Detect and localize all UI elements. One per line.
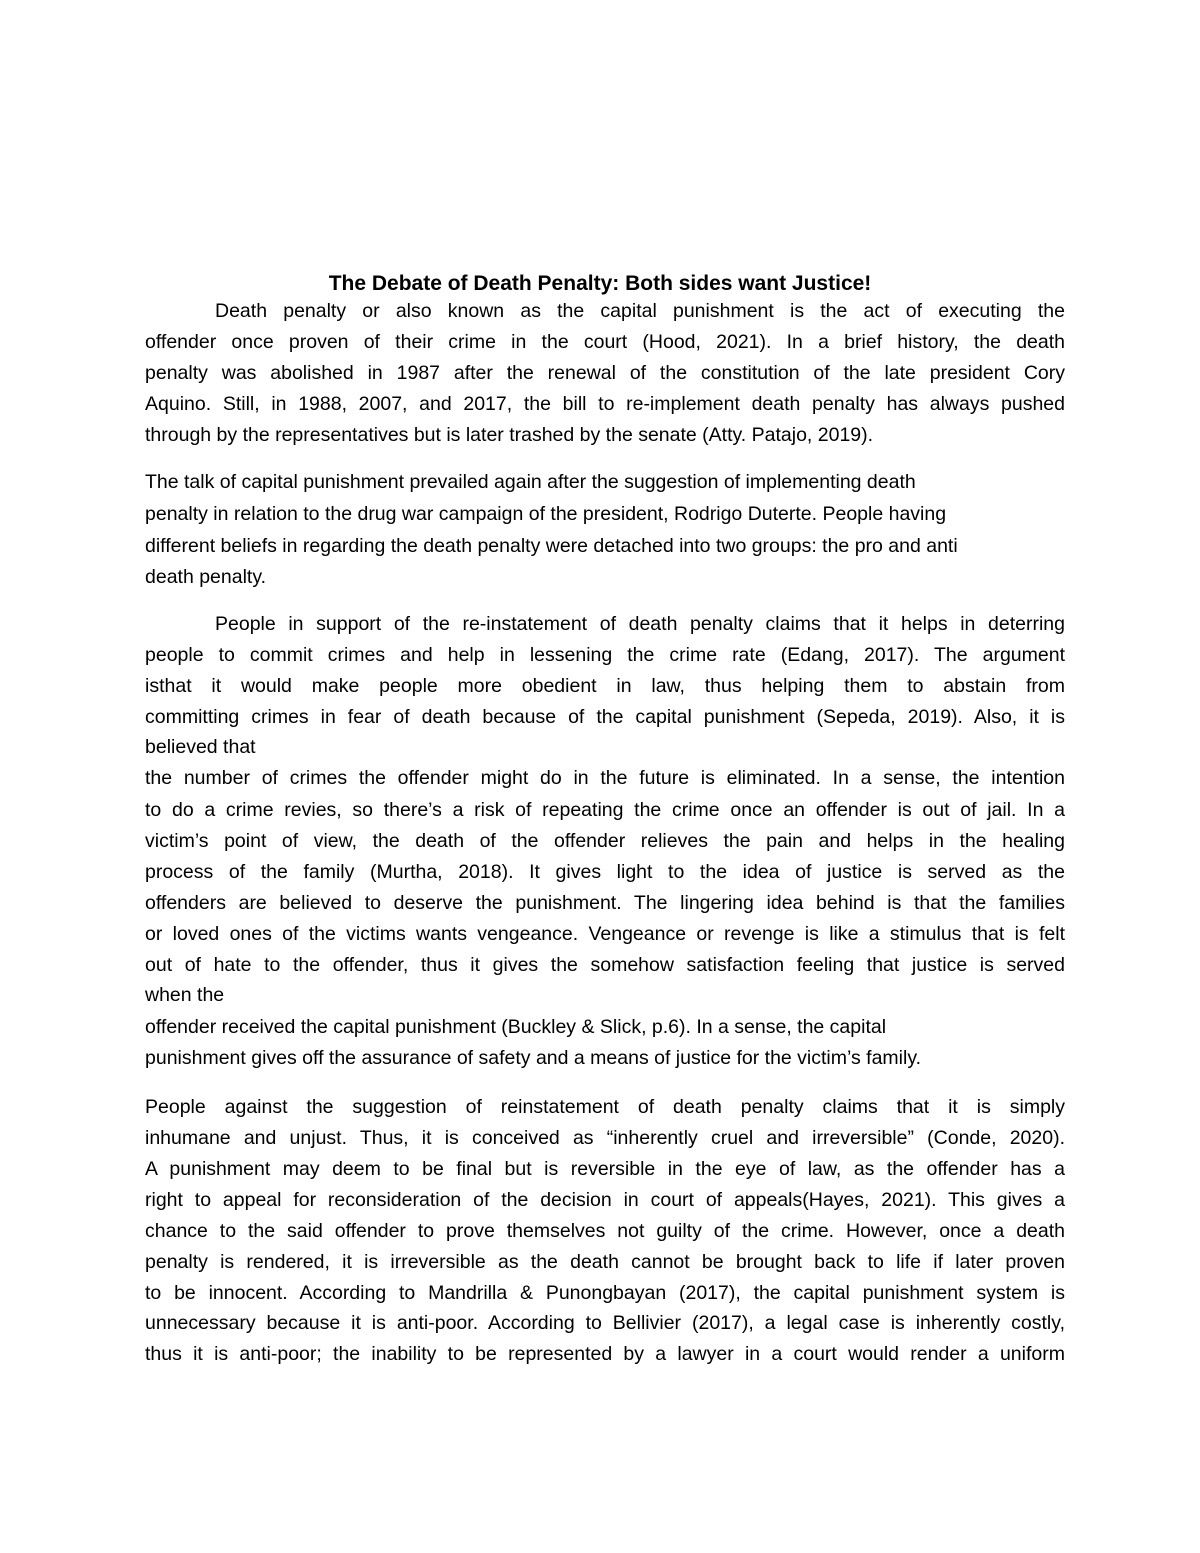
paragraph-line: offender once proven of their crime in the court (Hood, 2021). In a brief history, the death bbox=[145, 331, 1065, 353]
paragraph-line: A punishment may deem to be final but is reversible in the eye of law, as the offender has a bbox=[145, 1158, 1065, 1180]
paragraph-line: death penalty. bbox=[145, 566, 267, 588]
paragraph-line: believed that bbox=[145, 736, 256, 758]
paragraph-line: thus it is anti-poor; the inability to be represented by a lawyer in a court would render a uniform bbox=[145, 1343, 1065, 1365]
paragraph-line: offender received the capital punishment (Buckley & Slick, p.6). In a sense, the capital bbox=[145, 1016, 887, 1038]
paragraph-line: offenders are believed to deserve the punishment. The lingering idea behind is that the families bbox=[145, 892, 1065, 914]
paragraph-line: chance to the said offender to prove themselves not guilty of the crime. However, once a death bbox=[145, 1220, 1065, 1242]
paragraph-line: to do a crime revies, so there’s a risk of repeating the crime once an offender is out of jail. In a bbox=[145, 799, 1065, 821]
paragraph-line: penalty was abolished in 1987 after the renewal of the constitution of the late president Cory bbox=[145, 362, 1065, 384]
paragraph-line: People against the suggestion of reinstatement of death penalty claims that it is simply bbox=[145, 1096, 1065, 1118]
paragraph-line: People in support of the re-instatement of death penalty claims that it helps in deterring bbox=[215, 613, 1065, 635]
paragraph-line: through by the representatives but is later trashed by the senate (Atty. Patajo, 2019). bbox=[145, 424, 874, 446]
document-title: The Debate of Death Penalty: Both sides want Justice! bbox=[328, 272, 872, 295]
paragraph-line: punishment gives off the assurance of safety and a means of justice for the victim’s family. bbox=[145, 1047, 922, 1069]
paragraph-line: committing crimes in fear of death because of the capital punishment (Sepeda, 2019). Also, it is bbox=[145, 706, 1065, 728]
paragraph-line: right to appeal for reconsideration of the decision in court of appeals(Hayes, 2021). This gives a bbox=[145, 1189, 1065, 1211]
paragraph-line: or loved ones of the victims wants vengeance. Vengeance or revenge is like a stimulus that is felt bbox=[145, 923, 1065, 945]
paragraph-line: when the bbox=[145, 984, 225, 1006]
paragraph-line: different beliefs in regarding the death penalty were detached into two groups: the pro and anti bbox=[145, 535, 958, 557]
paragraph-line: victim’s point of view, the death of the offender relieves the pain and helps in the healing bbox=[145, 830, 1065, 852]
paragraph-line: The talk of capital punishment prevailed again after the suggestion of implementing death bbox=[145, 471, 916, 493]
paragraph-line: people to commit crimes and help in lessening the crime rate (Edang, 2017). The argument bbox=[145, 644, 1065, 666]
paragraph-line: penalty in relation to the drug war campaign of the president, Rodrigo Duterte. People having bbox=[145, 503, 947, 525]
paragraph-line: process of the family (Murtha, 2018). It gives light to the idea of justice is served as the bbox=[145, 861, 1065, 883]
paragraph-line: Death penalty or also known as the capital punishment is the act of executing the bbox=[215, 300, 1065, 322]
paragraph-line: penalty is rendered, it is irreversible as the death cannot be brought back to life if later proven bbox=[145, 1251, 1065, 1273]
paragraph-line: out of hate to the offender, thus it gives the somehow satisfaction feeling that justice is served bbox=[145, 954, 1065, 976]
paragraph-line: the number of crimes the offender might do in the future is eliminated. In a sense, the intention bbox=[145, 767, 1065, 789]
paragraph-line: isthat it would make people more obedient in law, thus helping them to abstain from bbox=[145, 675, 1065, 697]
paragraph-line: unnecessary because it is anti-poor. According to Bellivier (2017), a legal case is inherently costly, bbox=[145, 1312, 1065, 1334]
paragraph-line: Aquino. Still, in 1988, 2007, and 2017, the bill to re-implement death penalty has always pushed bbox=[145, 393, 1065, 415]
paragraph-line: to be innocent. According to Mandrilla & Punongbayan (2017), the capital punishment system is bbox=[145, 1282, 1065, 1304]
paragraph-line: inhumane and unjust. Thus, it is conceived as “inherently cruel and irreversible” (Conde, 2020). bbox=[145, 1127, 1065, 1149]
